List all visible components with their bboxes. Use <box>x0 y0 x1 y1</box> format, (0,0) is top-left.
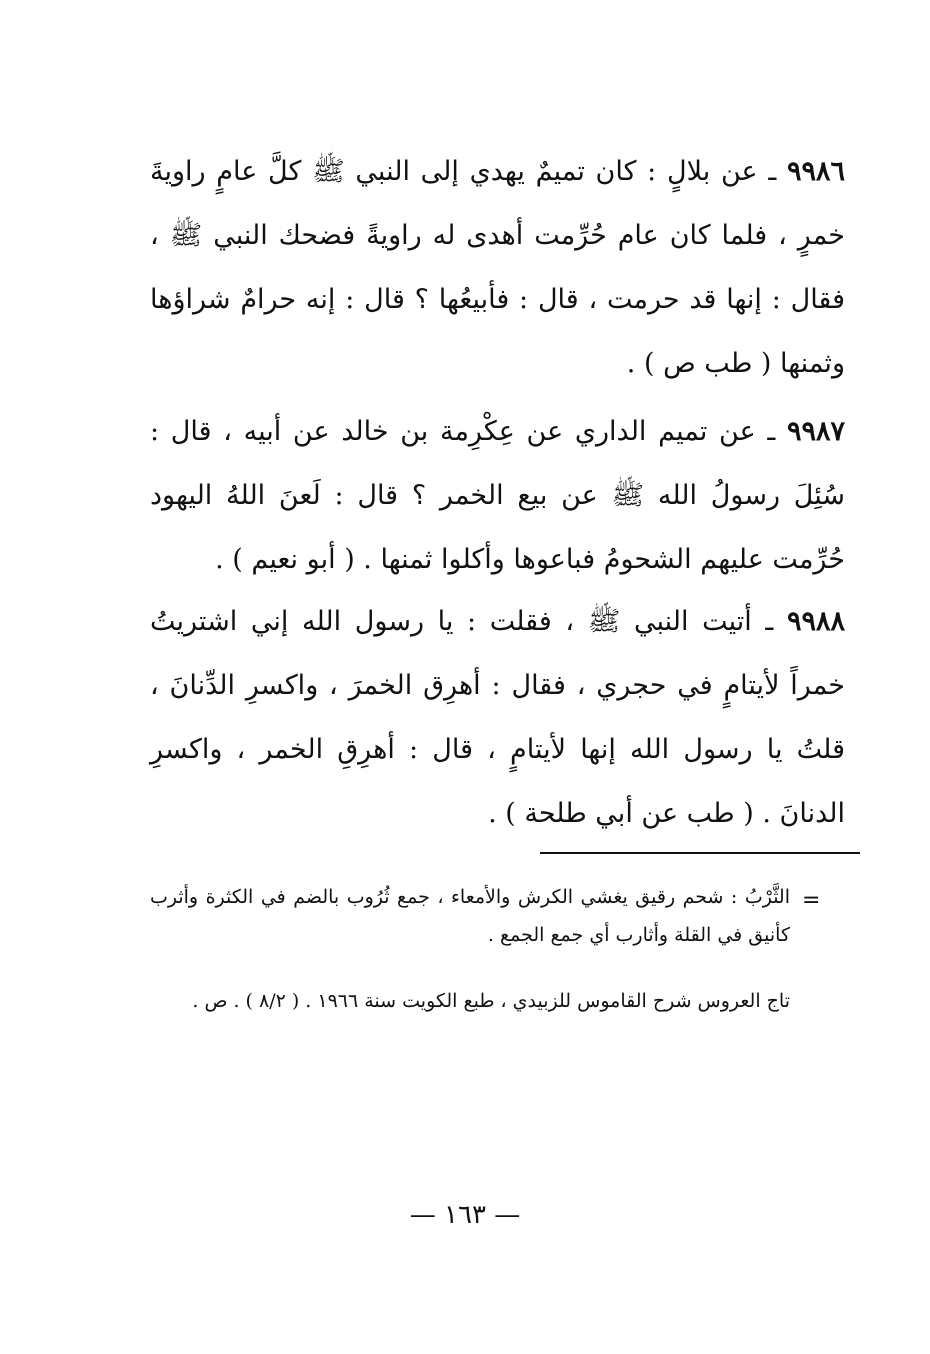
hadith-number: ٩٩٨٨ <box>786 606 845 637</box>
footnote-divider <box>540 852 860 854</box>
hadith-number: ٩٩٨٦ <box>786 156 845 187</box>
hadith-text: ـ أتيت النبي ﷺ ، فقلت : يا رسول الله إني اشتريتُ خمراً لأيتامٍ في حجري ، فقال : أهرِق الخمرَ ، واكسرِ الدِّنانَ ، قلتُ يا رسول الله إنها لأيتامٍ ، قال : أهرِقِ الخمر ، واكسرِ الدنانَ . ( طب عن أبي طلحة ) . <box>150 606 845 829</box>
hadith-9986 <box>150 140 845 396</box>
footnote-definition: الثَّرْبُ : شحم رقيق يغشي الكرش والأمعاء ، جمع ثُرُوب بالضم في الكثرة وأثرب كأنيق في القلة وأثارب أي جمع الجمع . <box>150 886 790 946</box>
page-number: — ١٦٣ — <box>409 1200 521 1230</box>
hadith-number: ٩٩٨٧ <box>786 416 845 447</box>
hadith-text: ـ عن بلالٍ : كان تميمٌ يهدي إلى النبي ﷺ كلَّ عامٍ راويةَ خمرٍ ، فلما كان عام حُرِّمت أهدى له راويةً فضحك النبي ﷺ ، فقال : إنها قد حرمت ، قال : فأبيعُها ؟ قال : إنه حرامٌ شراؤها وثمنها ( طب ص ) . <box>150 156 845 379</box>
hadith-9988 <box>150 590 845 846</box>
hadith-9987 <box>150 400 845 592</box>
hadith-text: ـ عن تميم الداري عن عِكْرِمة بن خالد عن أبيه ، قال : سُئِلَ رسولُ الله ﷺ عن بيع الخمر ؟ قال : لَعنَ اللهُ اليهود حُرِّمت عليهم الشحومُ فباعوها وأكلوا ثمنها . ( أبو نعيم ) . <box>150 416 845 575</box>
footnote-continuation-marker: = <box>802 888 821 913</box>
footnote-reference: تاج العروس شرح القاموس للزبيدي ، طبع الكويت سنة ١٩٦٦ . ( ٨/٢ ) . ص . <box>192 990 790 1012</box>
